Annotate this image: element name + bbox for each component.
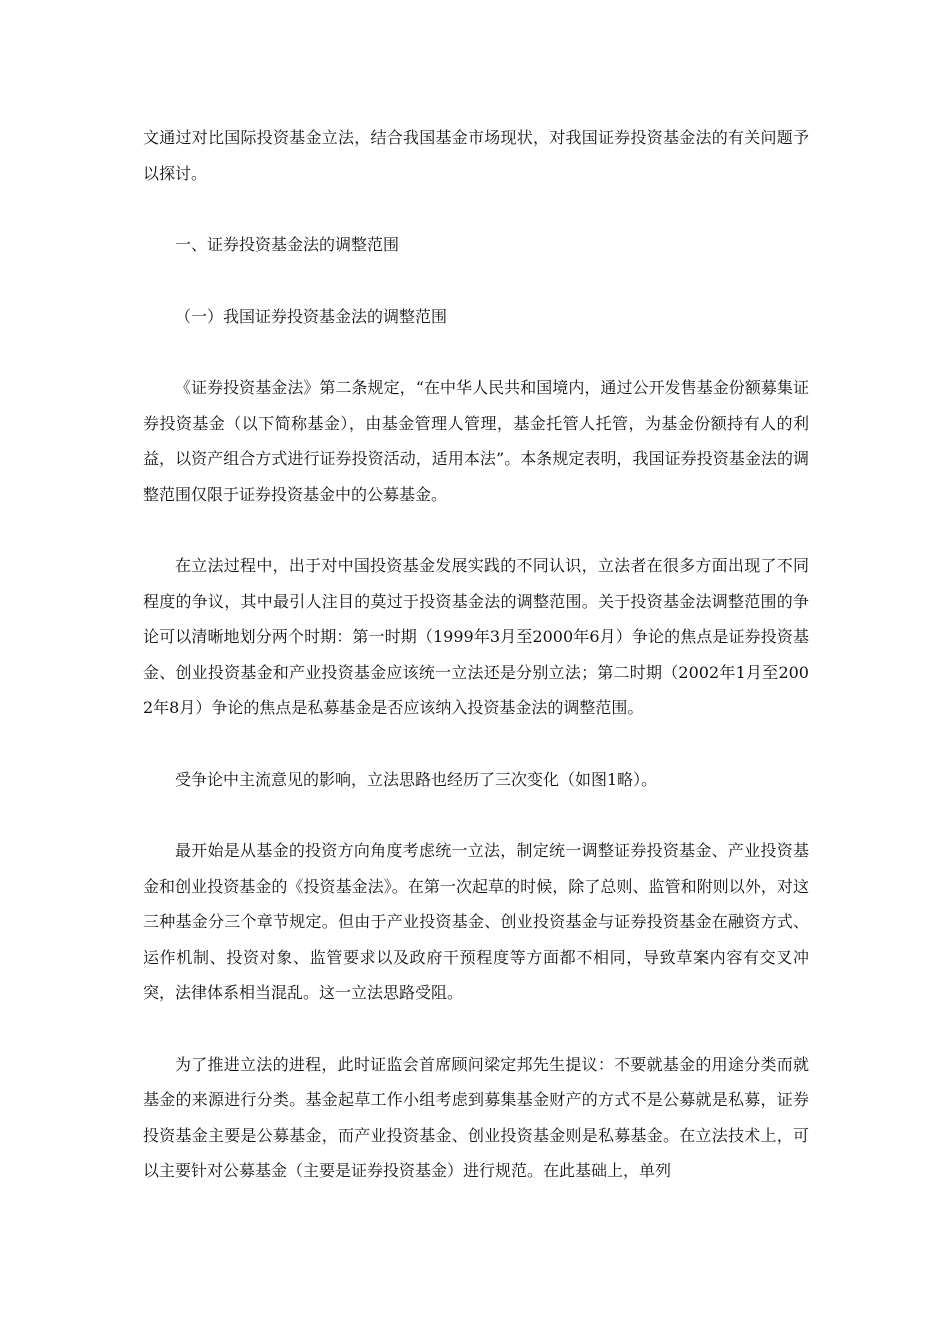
paragraph-legislative-dispute: 在立法过程中，出于对中国投资基金发展实践的不同认识，立法者在很多方面出现了不同程度的争议，其中最引人注目的莫过于投资基金法的调整范围。关于投资基金法调整范围的争论可以清晰地划分两个时期：第一时期（1999年3月至2000年6月）争论的焦点是证券投资基金、创业投资基金和产业投资基金应该统一立法还是分别立法；第二时期（2002年1月至2002年8月）争论的焦点是私募基金是否应该纳入投资基金法的调整范围。 (143, 556, 809, 717)
paragraph-article-two: 《证券投资基金法》第二条规定，“在中华人民共和国境内，通过公开发售基金份额募集证券投资基金（以下简称基金），由基金管理人管理，基金托管人托管，为基金份额持有人的利益，以资产组合方式进行证券投资活动，适用本法”。本条规定表明，我国证券投资基金法的调整范围仅限于证券投资基金中的公募基金。 (143, 378, 809, 504)
paragraph-gap (143, 512, 809, 548)
paragraph-second-approach: 为了推进立法的进程，此时证监会首席顾问梁定邦先生提议：不要就基金的用途分类而就基金的来源进行分类。基金起草工作小组考虑到募集基金财产的方式不是公募就是私募，证券投资基金主要是公募基金，而产业投资基金、创业投资基金则是私募基金。在立法技术上，可以主要针对公募基金（主要是证券投资基金）进行规范。在此基础上，单列 (143, 1054, 809, 1180)
paragraph-gap (143, 263, 809, 299)
paragraph-first-approach: 最开始是从基金的投资方向角度考虑统一立法，制定统一调整证券投资基金、产业投资基金和创业投资基金的《投资基金法》。在第一次起草的时候，除了总则、监管和附则以外，对这三种基金分三个章节规定。但由于产业投资基金、创业投资基金与证券投资基金在融资方式、运作机制、投资对象、监管要求以及政府干预程度等方面都不相同，导致草案内容有交叉冲突，法律体系相当混乱。这一立法思路受阻。 (143, 841, 809, 1002)
paragraph-gap (143, 1011, 809, 1047)
subsection-heading: （一）我国证券投资基金法的调整范围 (175, 306, 448, 326)
document-body (143, 120, 809, 1189)
paragraph-three-changes: 受争论中主流意见的影响，立法思路也经历了三次变化（如图1略）。 (175, 769, 658, 789)
paragraph-gap (143, 334, 809, 370)
paragraph-gap (143, 797, 809, 833)
paragraph-gap (143, 191, 809, 227)
paragraph-intro-continuation: 文通过对比国际投资基金立法，结合我国基金市场现状，对我国证券投资基金法的有关问题予以探讨。 (143, 128, 809, 183)
section-heading: 一、证券投资基金法的调整范围 (175, 235, 400, 254)
paragraph-gap (143, 726, 809, 762)
